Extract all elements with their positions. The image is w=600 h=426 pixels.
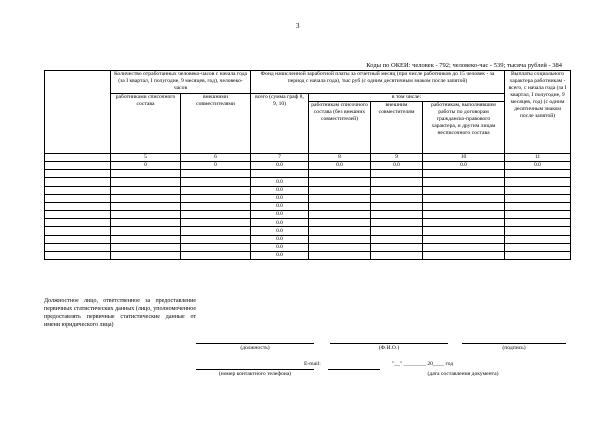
col10-header: работникам, выполнявшим работы по договорам гражданско-правового характера, и другим лицам несписочного состава [423,101,505,153]
table-cell[interactable]: 0 [181,161,251,169]
table-cell[interactable]: 0.0 [251,186,309,194]
social-payments-header: Выплаты социального характера работникам - всего, с начала года (за I квартал, I полугодие, 9 месяцев, год) (с одним десятичным знаком после запятой) [505,71,571,154]
table-cell[interactable] [505,186,571,194]
table-row [45,170,571,178]
table-cell[interactable]: 0.0 [251,161,309,169]
table-row [45,202,571,210]
column-number: 8 [309,153,371,161]
table-cell[interactable] [181,194,251,202]
phone-line[interactable] [196,369,314,370]
table-cell[interactable] [371,227,423,235]
table-row [45,252,571,260]
okei-codes: Коды по ОКЕИ: человек - 792; человеко-час - 539; тысяча рублей - 384 [366,62,562,69]
table-cell[interactable] [181,170,251,178]
table-cell[interactable] [45,186,111,194]
table-row [45,219,571,227]
table-cell[interactable] [309,170,371,178]
table-cell[interactable] [371,178,423,186]
table-cell[interactable] [181,235,251,243]
table-cell[interactable] [371,202,423,210]
table-cell[interactable] [111,194,181,202]
table-cell[interactable] [181,219,251,227]
table-cell[interactable] [45,235,111,243]
table-cell[interactable]: 0.0 [251,227,309,235]
table-cell[interactable] [423,243,505,251]
table-cell[interactable] [181,202,251,210]
table-cell[interactable] [505,202,571,210]
table-cell[interactable]: 0.0 [251,211,309,219]
table-cell[interactable] [111,243,181,251]
table-row [45,235,571,243]
table-cell[interactable] [309,227,371,235]
email-label: E-mail: [304,361,321,367]
col8-header: работникам списочного состава (без внешних совместителей) [309,101,371,153]
table-cell[interactable]: 0.0 [371,161,423,169]
table-cell[interactable] [45,252,111,260]
col6-header: внешними совместителями [181,94,251,154]
table-cell[interactable] [371,235,423,243]
table-cell[interactable] [45,219,111,227]
table-cell[interactable] [45,227,111,235]
signature-caption: (подпись) [502,345,526,351]
table-cell[interactable] [309,178,371,186]
table-cell[interactable] [505,219,571,227]
table-cell[interactable]: 0.0 [251,235,309,243]
table-cell[interactable] [111,219,181,227]
table-cell[interactable] [505,170,571,178]
table-cell[interactable] [423,170,505,178]
table-cell[interactable] [111,170,181,178]
hours-group-header: Количество отработанных человеко-часов с начала года (за I квартал, I полугодие, 9 месяцев, год), человеко-часов [111,71,251,94]
name-line[interactable] [330,343,448,344]
table-cell[interactable] [111,235,181,243]
table-cell[interactable]: 0.0 [251,252,309,260]
table-cell[interactable] [309,243,371,251]
table-cell[interactable]: 0.0 [251,243,309,251]
table-cell[interactable] [505,243,571,251]
col5-header: работниками списочного состава [111,94,181,154]
column-number: 11 [505,153,571,161]
table-row [45,243,571,251]
table-cell[interactable] [371,170,423,178]
column-number: 6 [181,153,251,161]
table-cell[interactable] [309,202,371,210]
table-cell[interactable] [371,194,423,202]
table-row [45,161,571,169]
signature-line[interactable] [462,343,566,344]
table-cell[interactable] [111,211,181,219]
table-cell[interactable] [309,235,371,243]
table-cell[interactable] [371,219,423,227]
table-cell[interactable] [181,186,251,194]
date-caption: (дата составления документа) [427,371,499,377]
table-cell[interactable] [111,178,181,186]
table-cell[interactable] [181,252,251,260]
table-cell[interactable] [45,243,111,251]
table-row [45,194,571,202]
table-cell[interactable] [181,243,251,251]
header-blank-cell [45,71,111,154]
table-cell[interactable] [45,202,111,210]
table-cell[interactable] [423,211,505,219]
official-responsible-text: Должностное лицо, ответственное за предоставление первичных статистических данных (лицо, уполномоченное предоставлять первичные статистические данные от имени юридического лица) [44,298,196,329]
date-field[interactable]: "__" ________ 20____ год [392,361,454,367]
including-header: в том числе: [309,94,505,102]
table-cell[interactable]: 0.0 [505,161,571,169]
name-caption: (Ф.И.О.) [378,345,400,351]
column-number-row [45,153,571,161]
table-cell[interactable] [251,170,309,178]
table-cell[interactable] [181,211,251,219]
table-cell[interactable] [309,219,371,227]
table-cell[interactable] [423,235,505,243]
table-cell[interactable] [505,211,571,219]
table-cell[interactable] [371,186,423,194]
table-cell[interactable] [505,235,571,243]
table-cell[interactable] [505,178,571,186]
table-cell[interactable] [423,202,505,210]
table-row [45,178,571,186]
table-cell[interactable] [111,202,181,210]
column-number: 9 [371,153,423,161]
table-cell[interactable] [505,227,571,235]
table-cell[interactable] [423,186,505,194]
table-cell[interactable] [505,252,571,260]
column-number-blank [45,153,111,161]
col9-header: внешним совместителям [371,101,423,153]
table-cell[interactable]: 0.0 [251,178,309,186]
table-cell[interactable] [505,194,571,202]
table-cell[interactable] [45,170,111,178]
table-cell[interactable] [371,211,423,219]
position-line[interactable] [196,343,314,344]
table-cell[interactable] [45,161,111,169]
table-cell[interactable] [423,178,505,186]
table-row [45,227,571,235]
table-cell[interactable] [423,194,505,202]
column-number: 10 [423,153,505,161]
table-cell[interactable] [423,252,505,260]
table-cell[interactable] [371,252,423,260]
email-line[interactable] [328,369,380,370]
phone-caption: (номер контактного телефона) [218,371,292,377]
table-cell[interactable] [111,186,181,194]
page-number: 3 [296,22,300,30]
table-cell[interactable]: 0.0 [423,161,505,169]
table-cell[interactable] [309,252,371,260]
table-cell[interactable] [45,178,111,186]
table-cell[interactable] [181,227,251,235]
table-cell[interactable]: 0 [111,161,181,169]
table-cell[interactable] [309,186,371,194]
table-cell[interactable]: 0.0 [309,161,371,169]
table-row [45,186,571,194]
table-cell[interactable] [45,211,111,219]
table-cell[interactable] [45,194,111,202]
table-cell[interactable] [181,178,251,186]
payroll-group-header: Фонд начисленной заработной платы за отчетный месяц (при числе работников до 15 человек - за период с начала года), тыс руб (с одним десятичным знаком после запятой) [251,71,505,94]
table-cell[interactable]: 0.0 [251,219,309,227]
table-cell[interactable] [423,227,505,235]
position-caption: (должность) [240,345,270,351]
table-cell[interactable] [371,243,423,251]
column-number: 5 [111,153,181,161]
table-cell[interactable]: 0.0 [251,202,309,210]
table-cell[interactable] [111,227,181,235]
statistics-table [44,70,571,260]
table-cell[interactable] [111,252,181,260]
table-cell[interactable] [423,219,505,227]
column-number: 7 [251,153,309,161]
table-cell[interactable] [309,211,371,219]
table-row [45,211,571,219]
table-cell[interactable] [309,194,371,202]
col7-header: всего (сумма граф 8, 9, 10) [251,94,309,154]
table-cell[interactable]: 0.0 [251,194,309,202]
